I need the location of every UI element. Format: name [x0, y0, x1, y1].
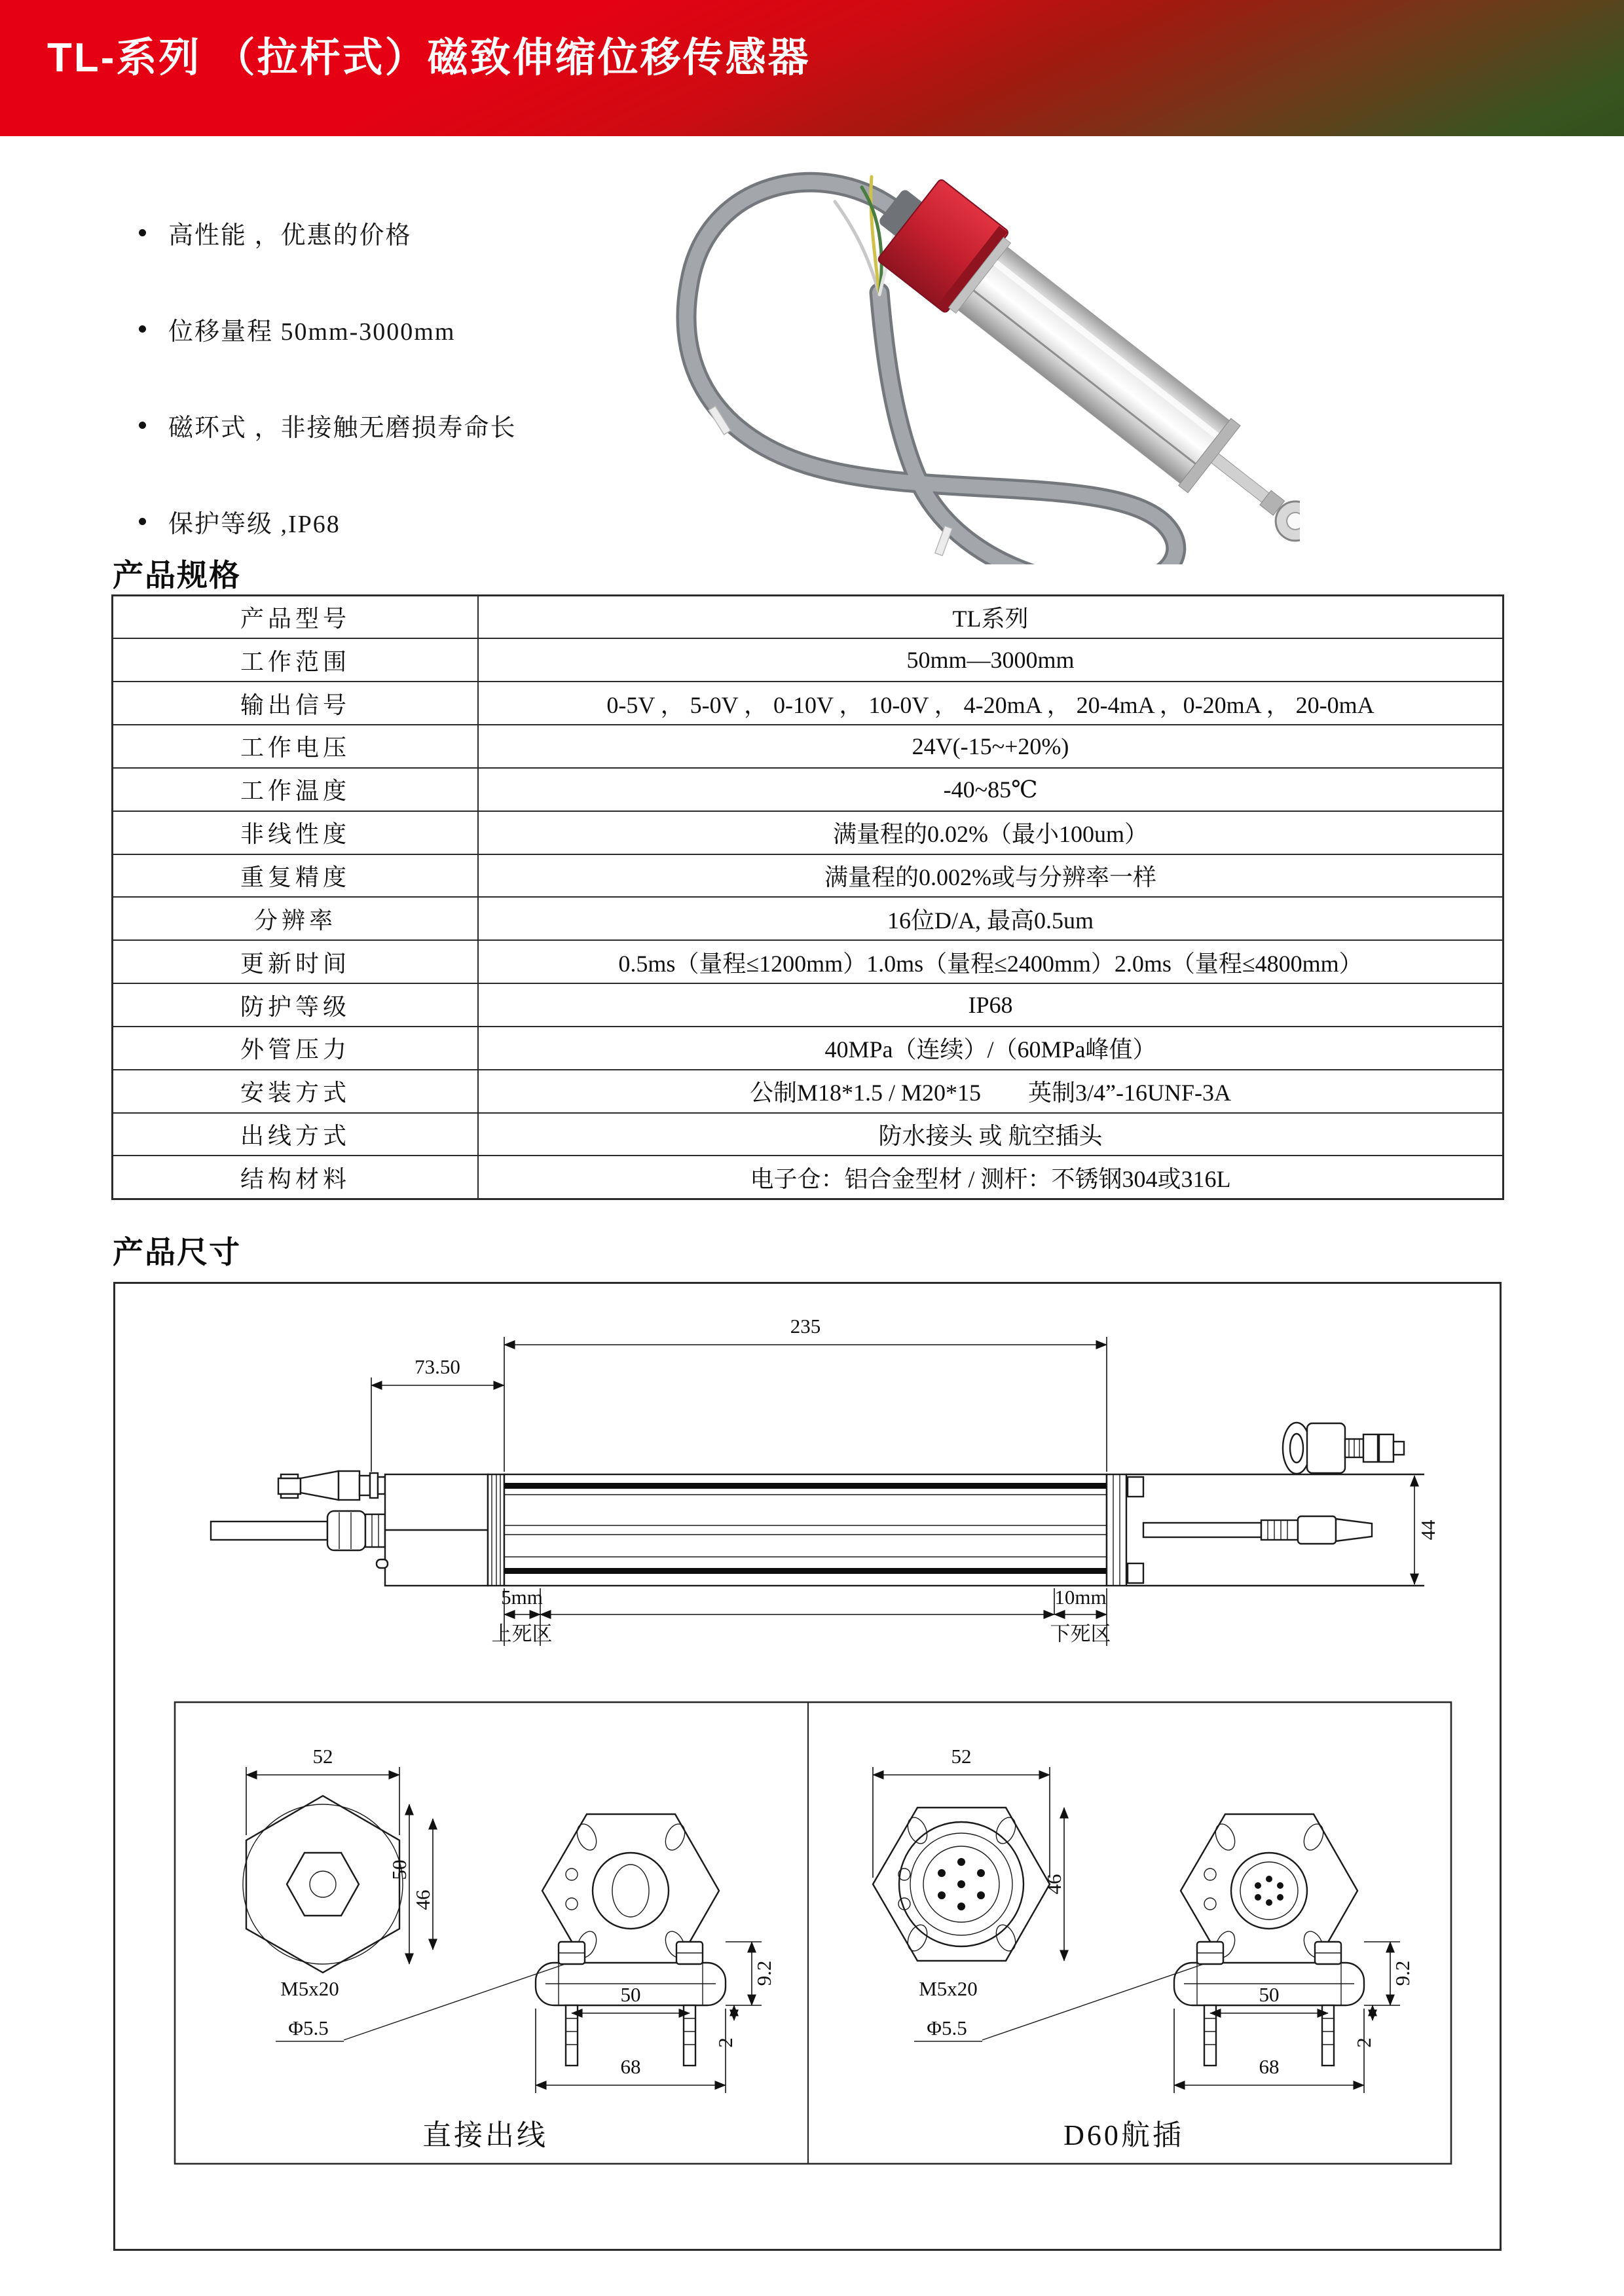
cable-tie — [935, 526, 952, 555]
label-screw-spec: M5x20 — [280, 1977, 339, 2000]
spec-value: 50mm—3000mm — [478, 638, 1504, 682]
table-row — [113, 983, 1504, 1027]
label-screw-spec: M5x20 — [919, 1977, 978, 2000]
rod-end-bearing — [1283, 1423, 1404, 1474]
dim-height: 44 — [1416, 1520, 1439, 1540]
label-hole-dia: Φ5.5 — [288, 2016, 329, 2039]
bracket-view — [536, 1814, 726, 2066]
panel-caption: 直接出线 — [422, 2119, 548, 2151]
table-row — [113, 1156, 1504, 1199]
spec-value: 电子仓：铝合金型材 / 测杆：不锈钢304或316L — [478, 1156, 1504, 1199]
spec-value: 0-5V ， 5-0V ， 0-10V ， 10-0V ， 4-20mA ， 20-4mA ，0-20mA ， 20-0mA — [478, 682, 1504, 725]
spec-value: 满量程的0.002%或与分辨率一样 — [478, 854, 1504, 898]
spec-label: 结构材料 — [113, 1156, 479, 1199]
table-row — [113, 1027, 1504, 1070]
spec-label: 工作温度 — [113, 768, 479, 811]
table-row — [113, 940, 1504, 983]
rod-clevis — [1298, 1516, 1336, 1544]
dim-body-length: 235 — [790, 1315, 821, 1338]
table-row — [113, 638, 1504, 682]
rod — [1143, 1523, 1261, 1537]
feature-item — [139, 217, 517, 247]
feature-text: 磁环式 ，非接触无磨损寿命长 — [168, 414, 517, 442]
feature-text: 保护等级 ,IP68 — [168, 510, 341, 538]
spec-value: 16位D/A, 最高0.5um — [478, 897, 1504, 940]
spec-label: 防护等级 — [113, 983, 479, 1027]
spec-value: IP68 — [478, 983, 1504, 1027]
spec-label: 工作范围 — [113, 638, 479, 682]
feature-text: 高性能 ，优惠的价格 — [168, 221, 412, 249]
label-hole-dia: Φ5.5 — [927, 2016, 967, 2039]
spec-label: 更新时间 — [113, 940, 479, 983]
dim-face-h2: 46 — [1043, 1874, 1065, 1895]
spec-value: 满量程的0.02%（最小100um） — [478, 811, 1504, 854]
mount-tab — [1128, 1563, 1143, 1583]
spec-value: 防水接头 或 航空插头 — [478, 1113, 1504, 1156]
spec-value: 0.5ms（量程≤1200mm）1.0ms（量程≤2400mm）2.0ms（量程≤4800mm） — [478, 940, 1504, 983]
dimension-heading: 产品尺寸 — [113, 1235, 241, 1269]
header-banner — [0, 0, 1624, 136]
spec-value: 40MPa（连续）/（60MPa峰值） — [478, 1027, 1504, 1070]
panel-d60-connector — [873, 1745, 1414, 2151]
spec-label: 外管压力 — [113, 1027, 479, 1070]
dim-base-w: 68 — [620, 2055, 641, 2078]
housing-nub — [377, 1559, 388, 1568]
table-row — [113, 1113, 1504, 1156]
spec-label: 工作电压 — [113, 725, 479, 768]
aluminum-profile — [958, 247, 1229, 484]
mount-tab — [1128, 1477, 1143, 1497]
panel-direct-cable — [243, 1745, 775, 2151]
spec-value: 公制M18*1.5 / M20*15 英制3/4”-16UNF-3A — [478, 1070, 1504, 1113]
connector-stub — [278, 1471, 385, 1500]
dim-base-w: 68 — [1259, 2055, 1280, 2078]
table-row — [113, 768, 1504, 811]
table-row — [113, 897, 1504, 940]
dim-screw-span: 50 — [620, 1983, 641, 2006]
spec-value: 24V(-15~+20%) — [478, 725, 1504, 768]
rod — [1211, 454, 1269, 503]
bullet-icon — [139, 422, 146, 429]
table-row — [113, 725, 1504, 768]
feature-text: 位移量程 50mm-3000mm — [168, 318, 456, 346]
spec-label: 重复精度 — [113, 854, 479, 898]
table-row — [113, 854, 1504, 898]
dimension-drawing — [113, 1282, 1502, 2251]
bullet-icon — [139, 325, 146, 333]
dim-face-h2: 46 — [411, 1889, 434, 1910]
dim-dead-bottom: 10mm — [1054, 1586, 1107, 1609]
product-photo — [573, 139, 1300, 564]
spec-label: 输出信号 — [113, 682, 479, 725]
table-row — [113, 596, 1504, 639]
feature-item — [139, 506, 517, 536]
spec-heading: 产品规格 — [113, 558, 241, 592]
table-row — [113, 682, 1504, 725]
label-dead-bottom: 下死区 — [1050, 1622, 1111, 1645]
dim-hex-width: 52 — [951, 1745, 972, 1768]
feature-item — [139, 410, 517, 440]
spec-value: TL系列 — [478, 596, 1504, 639]
spec-label: 出线方式 — [113, 1113, 479, 1156]
spec-label: 分辨率 — [113, 897, 479, 940]
cable-gland-side — [211, 1511, 385, 1550]
dim-screw-span: 50 — [1259, 1983, 1280, 2006]
spec-label: 产品型号 — [113, 596, 479, 639]
spec-label: 非线性度 — [113, 811, 479, 854]
feature-list — [139, 217, 517, 602]
bullet-icon — [139, 518, 146, 525]
side-view — [211, 1315, 1439, 1646]
table-row — [113, 1070, 1504, 1113]
dim-plate-t: 2 — [1352, 2037, 1375, 2048]
dim-dead-top: 5mm — [501, 1586, 543, 1609]
bracket-view — [1174, 1814, 1364, 2066]
table-row — [113, 811, 1504, 854]
label-dead-top: 上死区 — [491, 1622, 553, 1645]
dim-bracket-h: 9.2 — [1391, 1960, 1414, 1986]
page-title: TL-系列 （拉杆式）磁致伸缩位移传感器 — [47, 35, 811, 81]
spec-table — [111, 594, 1504, 1200]
panel-caption: D60航插 — [1063, 2119, 1184, 2151]
dim-bracket-h: 9.2 — [752, 1960, 775, 1986]
spec-label: 安装方式 — [113, 1070, 479, 1113]
feature-item — [139, 314, 517, 344]
dim-housing-length: 73.50 — [415, 1355, 460, 1378]
dim-face-h1: 50 — [388, 1859, 411, 1880]
spec-value: -40~85℃ — [478, 768, 1504, 811]
dim-plate-t: 2 — [714, 2037, 737, 2048]
dim-hex-width: 52 — [312, 1745, 333, 1768]
bullet-icon — [139, 229, 146, 236]
